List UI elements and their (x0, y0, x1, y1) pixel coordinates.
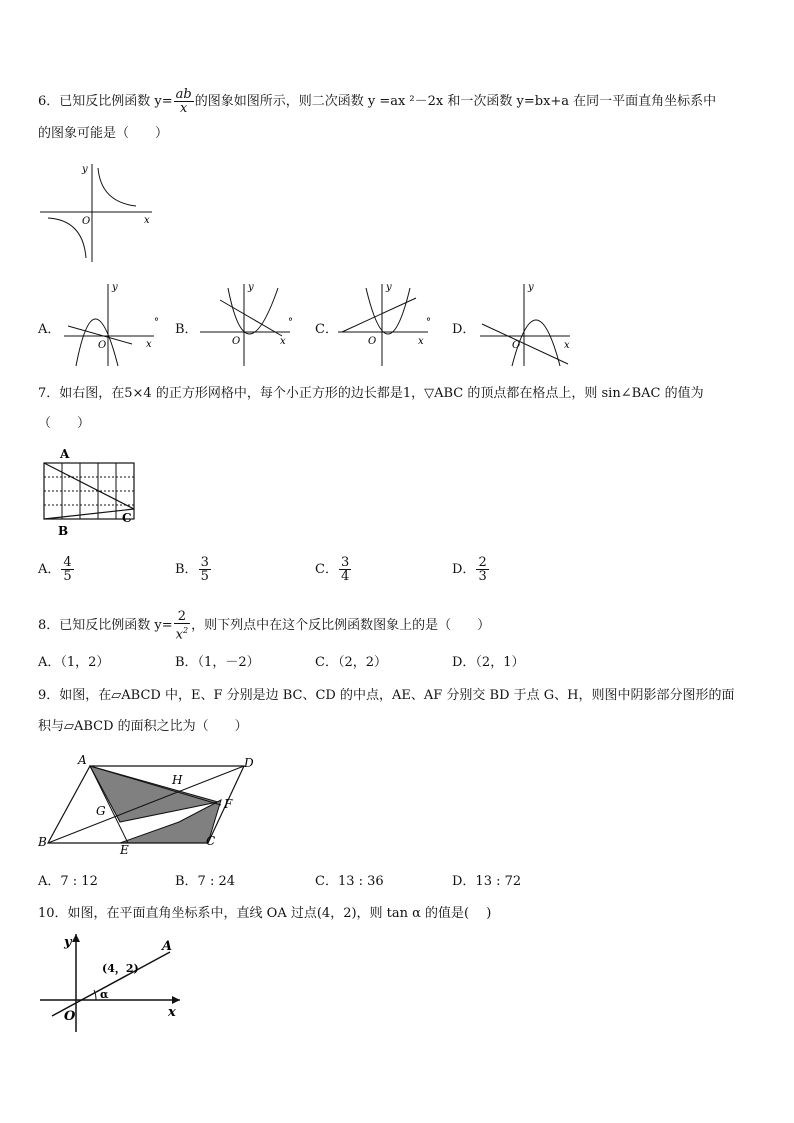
q10-stem: 10．如图，在平面直角坐标系中，直线 OA 过点(4，2)，则 tan α 的值是( ) (38, 906, 492, 921)
q6b-origin-label: O (232, 336, 241, 347)
q9-label-h: H (172, 773, 183, 787)
q7-option-d-num: 2 (478, 555, 487, 570)
q7-option-b[interactable] (175, 556, 212, 583)
q10-figure (38, 928, 188, 1036)
q9-label-b: B (38, 835, 47, 849)
q6d-y-label: y (528, 282, 534, 293)
q7-stem-line1: 7．如右图，在5×4 的正方形网格中，每个小正方形的边长都是1，▽ABC 的顶点都在格点上，则 sin∠BAC 的值为 (38, 386, 704, 401)
q6-reference-graph (38, 160, 158, 265)
q10-point-label: (4，2) (102, 962, 139, 975)
q9-option-b[interactable]: B．7 : 24 (175, 874, 236, 889)
q6d-origin-label: O (512, 340, 521, 351)
q7-option-d-den: 3 (478, 569, 487, 584)
q6-option-b-label[interactable]: B． (175, 322, 198, 337)
q8-option-c[interactable]: C．（2，2） (315, 655, 387, 670)
q6a-mark: ° (154, 317, 159, 328)
q9-option-d[interactable]: D．13 : 72 (452, 874, 522, 889)
q6d-x-label: x (564, 340, 570, 351)
q7-stem-line2: （ ） (38, 416, 91, 431)
q6-stem-line1 (38, 88, 716, 115)
q6-option-a-label[interactable]: A． (38, 322, 61, 337)
q9-option-c[interactable]: C．13 : 36 (315, 874, 384, 889)
q9-label-f: F (224, 797, 233, 811)
q6b-y-label: y (248, 282, 254, 293)
q7-option-b-num: 3 (200, 555, 209, 570)
q6-option-a-graph[interactable] (62, 280, 162, 368)
q6-option-c-graph[interactable] (336, 280, 436, 368)
q8-option-a[interactable]: A．（1，2） (38, 655, 110, 670)
q9-stem-line1: 9．如图，在▱ABCD 中，E、F 分别是边 BC、CD 的中点，AE、AF 分别交 BD 于点 G、H，则图中阴影部分图形的面 (38, 688, 735, 703)
q6-option-d-label[interactable]: D． (452, 322, 476, 337)
q8-stem-post: ，则下列点中在这个反比例函数图象上的是（ ） (191, 618, 491, 634)
q8-stem (38, 610, 490, 641)
q7-vertex-b: B (58, 524, 69, 537)
q6c-origin-label: O (368, 336, 377, 347)
q6-graph-y-label: y (82, 164, 88, 175)
q6-option-c-label[interactable]: C． (315, 322, 338, 337)
q6a-x-label: x (146, 339, 152, 350)
q6c-mark: ° (426, 317, 431, 328)
q7-option-d-label: D． (452, 562, 476, 577)
q6-stem-pre: 6．已知反比例函数 y= (38, 94, 173, 109)
q7-option-a-den: 5 (63, 569, 72, 584)
q8-stem-pre: 8．已知反比例函数 y= (38, 618, 173, 634)
q7-option-c-num: 3 (340, 555, 350, 570)
q6-option-b-graph[interactable] (198, 280, 298, 368)
q8-frac-den: $x^2$ (175, 626, 189, 643)
q8-option-b[interactable]: B．（1，－2） (175, 655, 260, 670)
q6-fraction (174, 88, 194, 115)
q7-option-c-fraction (339, 556, 351, 583)
q9-stem-line2: 积与▱ABCD 的面积之比为（ ） (38, 719, 248, 734)
q6a-y-label: y (112, 282, 118, 293)
q9-label-e: E (120, 843, 129, 856)
q6-frac-num: ab (175, 87, 192, 102)
q10-a-label: A (162, 939, 173, 954)
q7-option-c-label: C． (315, 562, 338, 577)
q9-label-g: G (96, 804, 106, 818)
q10-alpha-label: α (100, 988, 109, 1001)
q7-option-b-den: 5 (200, 569, 209, 584)
q7-option-a[interactable] (38, 556, 75, 583)
q6-stem-post: 的图象如图所示，则二次函数 y =ax ²－2x 和一次函数 y=bx+a 在同一平面直角坐标系中 (194, 94, 717, 109)
q9-parallelogram-figure (38, 752, 263, 856)
q8-fraction (174, 610, 190, 641)
q7-option-d[interactable] (452, 556, 490, 583)
q8-frac-num: 2 (174, 610, 190, 624)
q6-graph-origin-label: O (82, 216, 91, 227)
q10-x-label: x (168, 1005, 176, 1020)
q10-origin-label: O (64, 1009, 76, 1024)
q7-vertex-c: C (122, 511, 132, 525)
q7-option-d-fraction (476, 556, 488, 583)
q6-frac-den: x (180, 101, 188, 116)
q9-option-a[interactable]: A．7 : 12 (38, 874, 98, 889)
q6-stem-line2: 的图象可能是（ ） (38, 126, 169, 141)
q7-option-a-fraction (61, 556, 73, 583)
q7-option-c[interactable] (315, 556, 352, 583)
q7-grid-figure (38, 445, 148, 537)
q7-vertex-a: A (60, 447, 70, 461)
q6b-mark: ° (288, 317, 293, 328)
q7-option-b-label: B． (175, 562, 198, 577)
q8-frac-den-x: x (175, 627, 183, 643)
q6-graph-x-label: x (144, 215, 150, 226)
q7-option-c-den: 4 (340, 569, 350, 584)
q8-option-d[interactable]: D．（2，1） (452, 655, 525, 670)
q9-label-a: A (78, 753, 87, 767)
q7-option-a-label: A． (38, 562, 61, 577)
q6a-origin-label: O (98, 340, 107, 351)
q7-option-b-fraction (199, 556, 211, 583)
q7-option-a-num: 4 (63, 555, 72, 570)
q6c-y-label: y (386, 282, 392, 293)
q6c-x-label: x (418, 336, 424, 347)
q6-option-d-graph[interactable] (478, 280, 578, 368)
q10-y-label: y (64, 935, 72, 950)
q9-label-d: D (244, 756, 254, 770)
q6b-x-label: x (280, 336, 286, 347)
q9-label-c: C (206, 834, 216, 848)
